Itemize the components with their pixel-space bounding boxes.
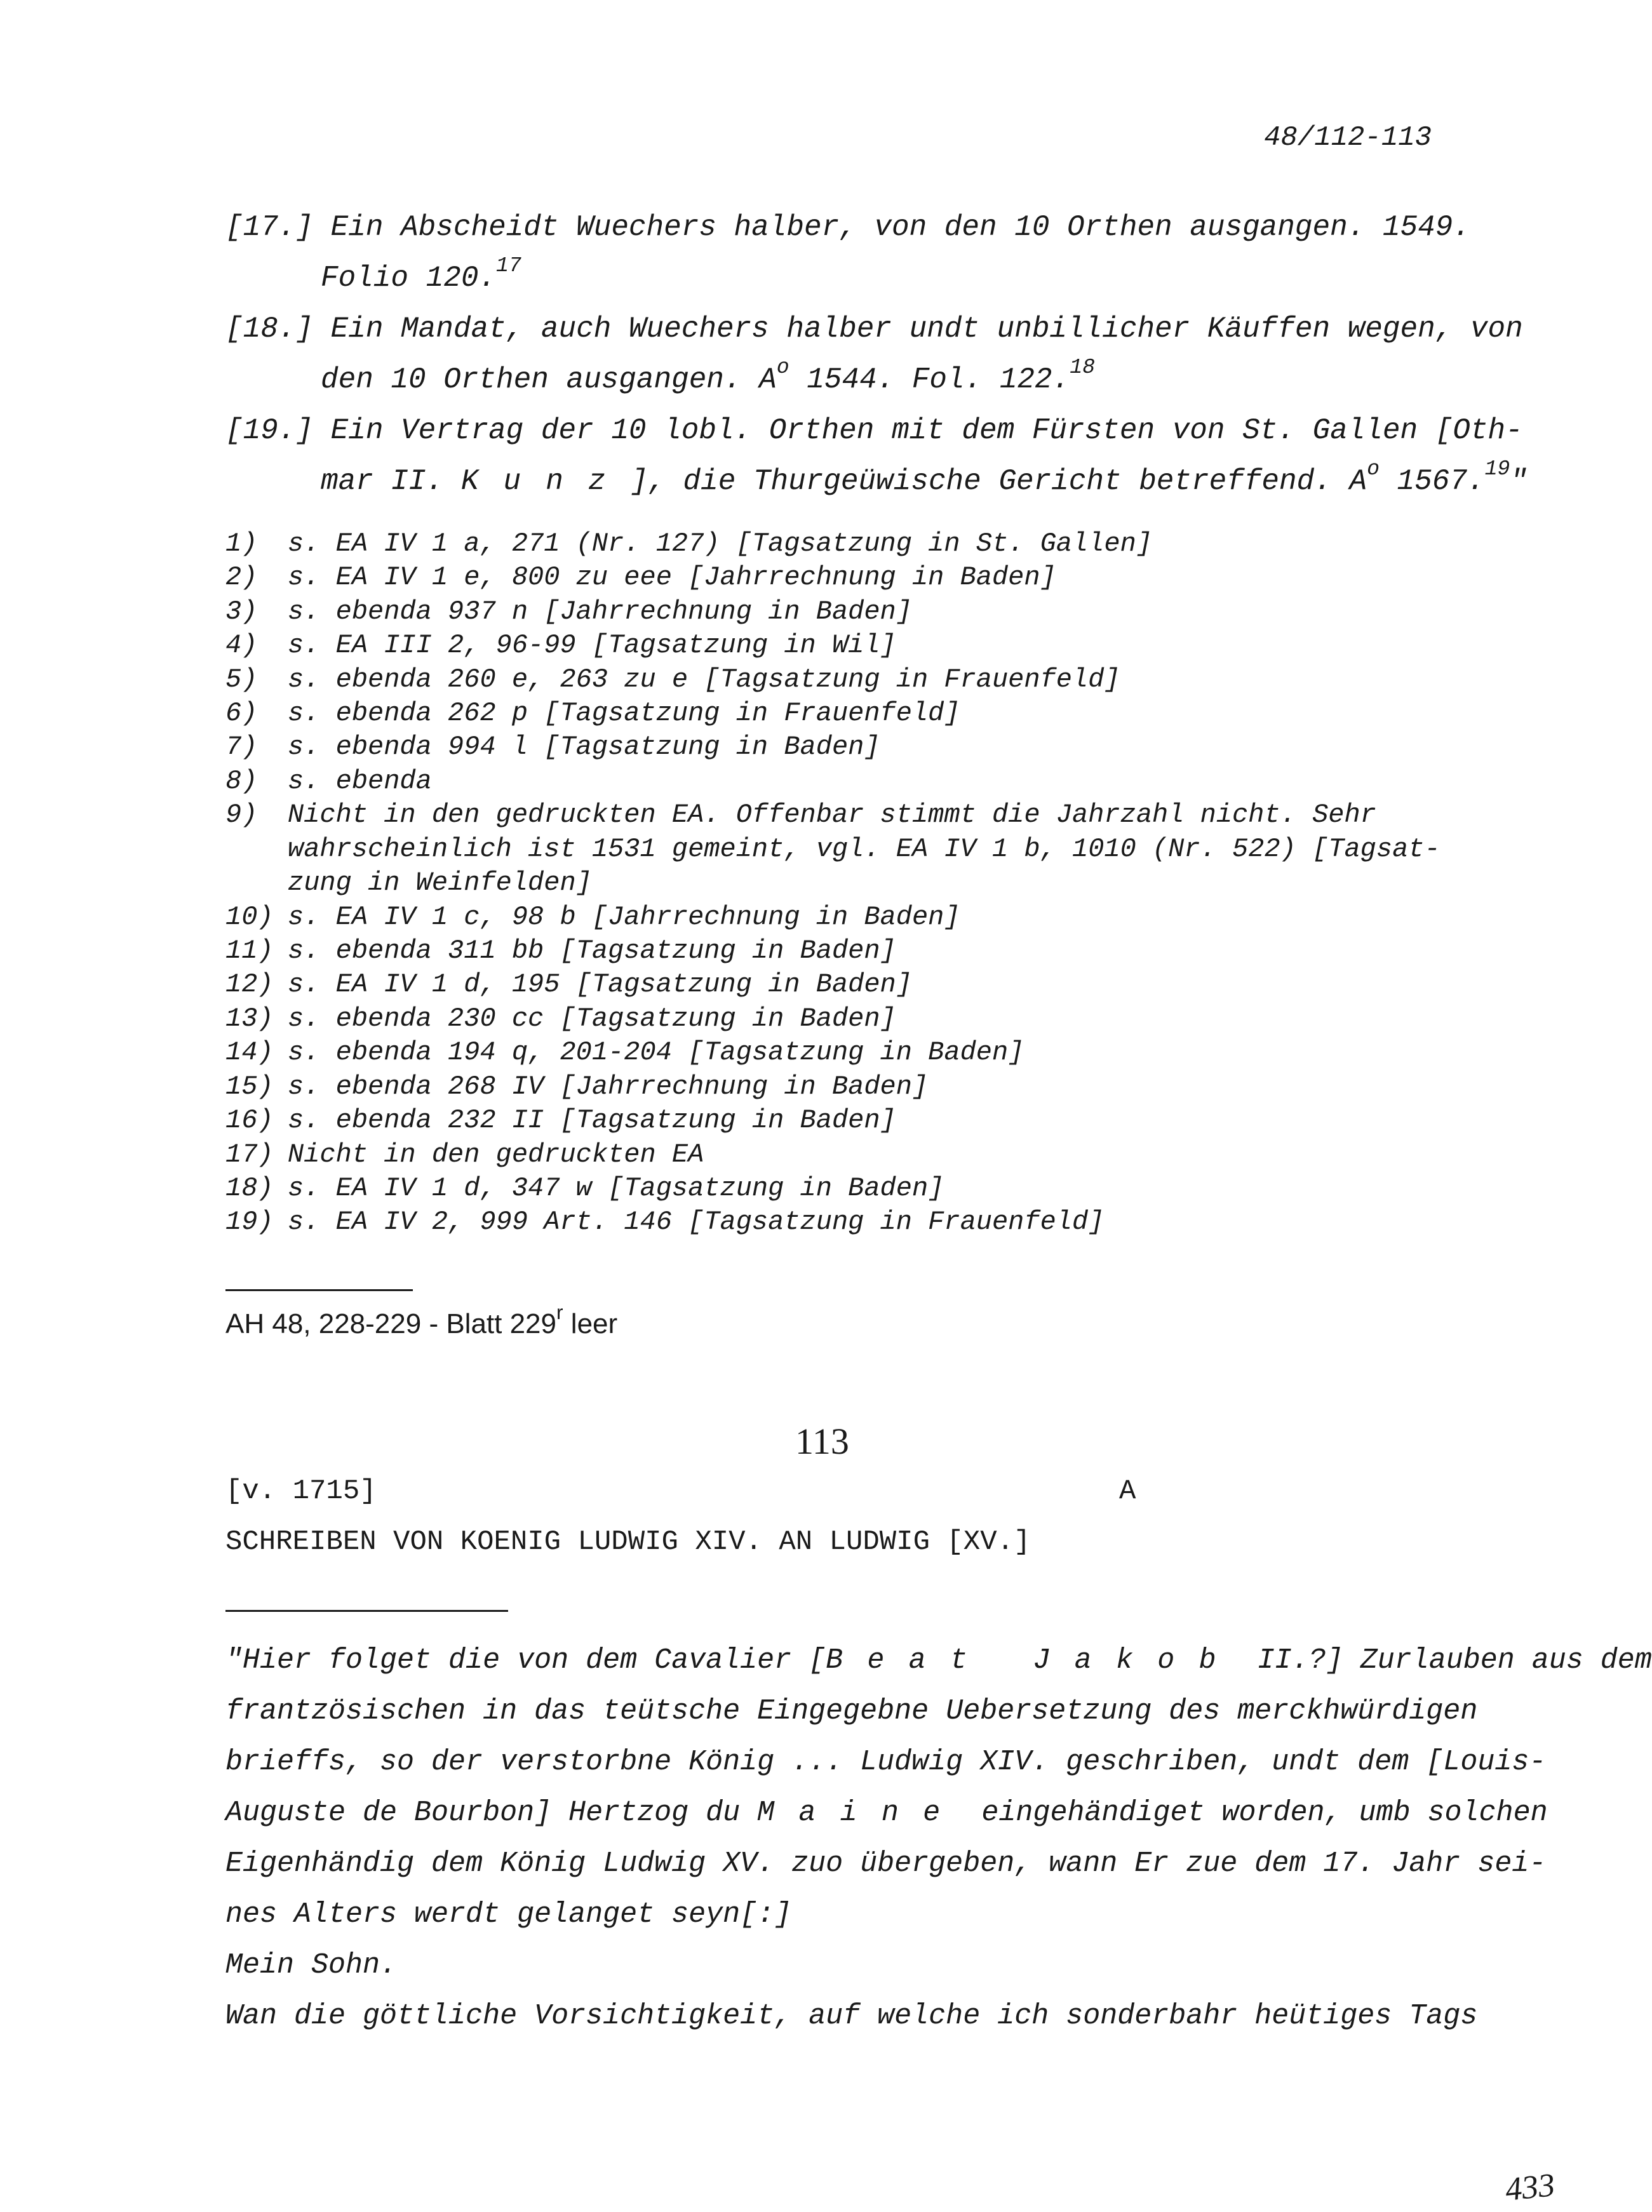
footnote: 7) s. ebenda 994 l [Tagsatzung in Baden] xyxy=(225,732,880,762)
note-ref-17: 17 xyxy=(496,253,521,278)
footnote: wahrscheinlich ist 1531 gemeint, vgl. EA IV 1 b, 1010 (Nr. 522) [Tagsat- xyxy=(288,834,1440,864)
folio-number: 433 xyxy=(1503,2167,1557,2208)
footnote: 16) s. ebenda 232 II [Tagsatzung in Baden] xyxy=(225,1105,896,1136)
entry-17-number: [17.] xyxy=(225,211,314,244)
quote-line-8: Wan die göttliche Vorsichtigkeit, auf welche ich sonderbahr heütiges Tags xyxy=(225,2000,1478,2032)
footnote: 8) s. ebenda xyxy=(225,766,432,796)
quote-line-6: nes Alters werdt gelanget seyn[:] xyxy=(225,1898,792,1931)
footnote: 11) s. ebenda 311 bb [Tagsatzung in Baden] xyxy=(225,935,896,966)
entry-19 xyxy=(225,405,1523,456)
footnote: 12) s. EA IV 1 d, 195 [Tagsatzung in Baden] xyxy=(225,969,912,1000)
footnote: zung in Weinfelden] xyxy=(288,868,592,898)
entry-19-number: [19.] xyxy=(225,414,314,447)
note-ref-18: 18 xyxy=(1070,355,1096,380)
footnote: 6) s. ebenda 262 p [Tagsatzung in Frauenfeld] xyxy=(225,698,960,728)
quote-line-3: brieffs, so der verstorbne König ... Ludwig XIV. geschriben, undt dem [Louis- xyxy=(225,1746,1547,1778)
entry-19-line1: Ein Vertrag der 10 lobl. Orthen mit dem Fürsten von St. Gallen [Oth- xyxy=(330,414,1523,447)
document-date: [v. 1715] xyxy=(225,1475,377,1507)
entry-18-number: [18.] xyxy=(225,312,314,345)
footnote: 2) s. EA IV 1 e, 800 zu eee [Jahrrechnung in Baden] xyxy=(225,562,1056,593)
quote-line-2: frantzösischen in das teütsche Eingegebne Uebersetzung des merckhwürdigen xyxy=(225,1695,1478,1727)
footnote: 3) s. ebenda 937 n [Jahrrechnung in Baden] xyxy=(225,596,912,627)
entry-17-cont: Folio 120.17 xyxy=(321,253,521,295)
quote-line-5: Eigenhändig dem König Ludwig XV. zuo übergeben, wann Er zue dem 17. Jahr sei- xyxy=(225,1847,1547,1880)
footnote: 14) s. ebenda 194 q, 201-204 [Tagsatzung in Baden] xyxy=(225,1037,1024,1068)
entry-18-line1: Ein Mandat, auch Wuechers halber undt unbillicher Käuffen wegen, von xyxy=(330,312,1523,345)
document-number: 113 xyxy=(795,1421,849,1462)
footnote: 5) s. ebenda 260 e, 263 zu e [Tagsatzung in Frauenfeld] xyxy=(225,664,1120,695)
entry-17-line1: Ein Abscheidt Wuechers halber, von den 10 Orthen ausgangen. 1549. xyxy=(330,211,1470,244)
footnote: 1) s. EA IV 1 a, 271 (Nr. 127) [Tagsatzung in St. Gallen] xyxy=(225,528,1153,559)
quote-line-7: Mein Sohn. xyxy=(225,1949,398,1981)
document-heading: SCHREIBEN VON KOENIG LUDWIG XIV. AN LUDWIG [XV.] xyxy=(225,1526,1031,1558)
footnote: 4) s. EA III 2, 96-99 [Tagsatzung in Wil] xyxy=(225,630,896,660)
note-ref-19: 19 xyxy=(1484,457,1510,481)
footnote: 19) s. EA IV 2, 999 Art. 146 [Tagsatzung in Frauenfeld] xyxy=(225,1207,1105,1237)
page-reference: 48/112-113 xyxy=(1264,122,1432,154)
source-line: AH 48, 228-229 - Blatt 229$^r$ leer xyxy=(225,1301,618,1339)
footnote: 9) Nicht in den gedruckten EA. Offenbar stimmt die Jahrzahl nicht. Sehr xyxy=(225,800,1376,830)
entry-17 xyxy=(225,202,1470,253)
heading-rule xyxy=(225,1610,508,1612)
entry-19-cont: mar II. Kunz], die Thurgeüwische Gericht betreffend. $A^o$ 1567.19" xyxy=(321,457,1528,498)
footnote: 13) s. ebenda 230 cc [Tagsatzung in Baden] xyxy=(225,1003,896,1034)
quote-line-1: "Hier folget die von dem Cavalier [Beat Jakob II.?] Zurlauben aus dem xyxy=(225,1644,1652,1677)
footnote: 15) s. ebenda 268 IV [Jahrrechnung in Baden] xyxy=(225,1071,929,1102)
separator-rule xyxy=(225,1289,413,1291)
footnote: 17) Nicht in den gedruckten EA xyxy=(225,1139,704,1170)
entry-18 xyxy=(225,304,1523,354)
quote-line-4: Auguste de Bourbon] Hertzog du Maine eingehändiget worden, umb solchen xyxy=(225,1797,1548,1829)
document-letter: A xyxy=(1119,1475,1136,1507)
entry-18-cont: den 10 Orthen ausgangen. $A^o$ 1544. Fol. 122.18 xyxy=(321,355,1096,396)
footnote: 18) s. EA IV 1 d, 347 w [Tagsatzung in Baden] xyxy=(225,1173,944,1203)
footnote: 10) s. EA IV 1 c, 98 b [Jahrrechnung in Baden] xyxy=(225,902,960,932)
